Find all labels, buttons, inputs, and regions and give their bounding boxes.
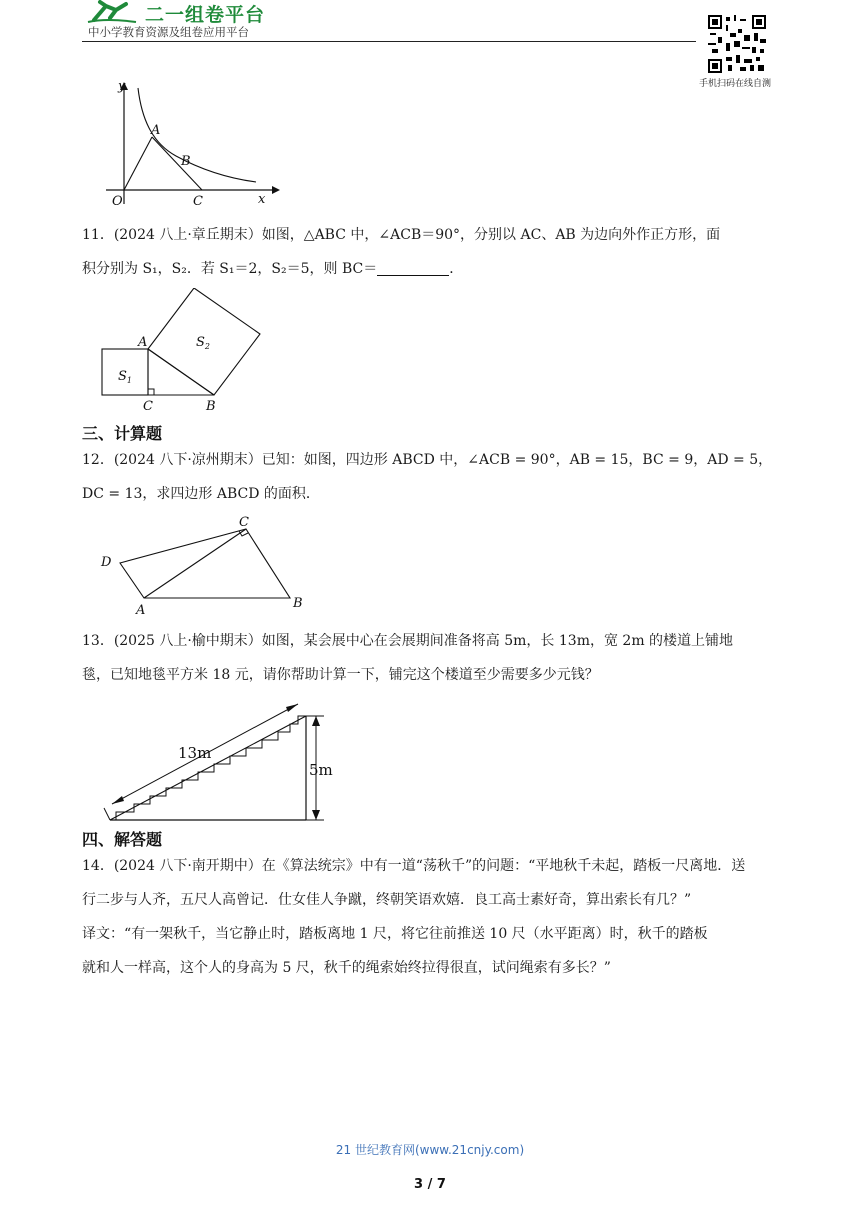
- quadrilateral-figure: [98, 512, 314, 618]
- qr-code-icon[interactable]: [707, 15, 767, 73]
- section-4-title: 四、解答题: [82, 830, 163, 849]
- qr-caption: 手机扫码在线自测: [699, 79, 772, 89]
- section-3-title: 三、计算题: [82, 424, 163, 443]
- point-c-label: C: [193, 194, 203, 209]
- fig13-length-label: 13m: [178, 744, 212, 762]
- q14-line4: 就和人一样高，这个人的身高为 5 尺，秋千的绳索始终拉得很直，试问绳索有多长？”: [82, 960, 611, 976]
- q13-line1: 13．(2025 八上·榆中期末）如图，某会展中心在会展期间准备将高 5m，长 13m，宽 2m 的楼道上铺地: [82, 633, 734, 649]
- q11-line2-text: 积分别为 S₁，S₂．若 S₁＝2，S₂＝5，则 BC＝: [82, 261, 378, 277]
- q14-line2: 行二步与人齐，五尺人高曾记．仕女佳人争蹴，终朝笑语欢嬉．良工高士素好奇，算出索长有几？”: [82, 892, 692, 908]
- fig11-c-label: C: [143, 399, 153, 414]
- page-number: 3 / 7: [414, 1177, 446, 1192]
- q11-line2: [82, 252, 463, 286]
- fig12-d-label: D: [101, 555, 112, 570]
- q14-line3: 译文：“有一架秋千，当它静止时，踏板离地 1 尺，将它往前推送 10 尺（水平距离）时，秋千的踏板: [82, 926, 708, 942]
- q12-line2: DC = 13，求四边形 ABCD 的面积．: [82, 486, 320, 502]
- fig12-a-label: A: [136, 603, 146, 618]
- fig11-s1-label: $S_1$: [118, 369, 132, 385]
- fig12-b-label: B: [293, 596, 303, 611]
- fig11-s2-label: $S_2$: [196, 335, 210, 351]
- q13-line2: 毯，已知地毯平方米 18 元，请你帮助计算一下，铺完这个楼道至少需要多少元钱？: [82, 667, 599, 683]
- q11-line2-end: ．: [449, 261, 464, 277]
- logo-text: 二一组卷平台: [145, 4, 266, 26]
- q12-line1: 12．(2024 八下·凉州期末）已知：如图，四边形 ABCD 中，∠ACB = 90°，AB = 15，BC = 9，AD = 5，: [82, 452, 773, 468]
- squares-figure: [96, 288, 266, 414]
- q14-line1: 14．(2024 八下·南开期中）在《算法统宗》中有一道“荡秋千”的问题：“平地秋千未起，踏板一尺离地．送: [82, 858, 746, 874]
- axis-x-label: x: [258, 192, 266, 207]
- axis-y-label: y: [118, 82, 126, 94]
- answer-blank[interactable]: [377, 261, 449, 276]
- fig13-height-label: 5m: [309, 761, 333, 779]
- point-a-label: A: [151, 123, 161, 138]
- fig11-b-label: B: [206, 399, 216, 414]
- header-divider: [82, 41, 696, 42]
- origin-label: O: [112, 194, 123, 209]
- point-b-label: B: [181, 154, 191, 169]
- hyperbola-figure: [96, 82, 282, 212]
- staircase-figure: [98, 698, 338, 826]
- q11-line1: 11．(2024 八上·章丘期末）如图，△ABC 中，∠ACB＝90°，分别以 AC、AB 为边向外作正方形，面: [82, 227, 721, 243]
- logo-runner-icon: [86, 0, 142, 24]
- fig11-a-label: A: [138, 335, 148, 350]
- site-subtitle: 中小学教育资源及组卷应用平台: [88, 25, 249, 39]
- footer-link[interactable]: 21 世纪教育网(www.21cnjy.com): [335, 1143, 525, 1157]
- fig12-c-label: C: [239, 515, 249, 530]
